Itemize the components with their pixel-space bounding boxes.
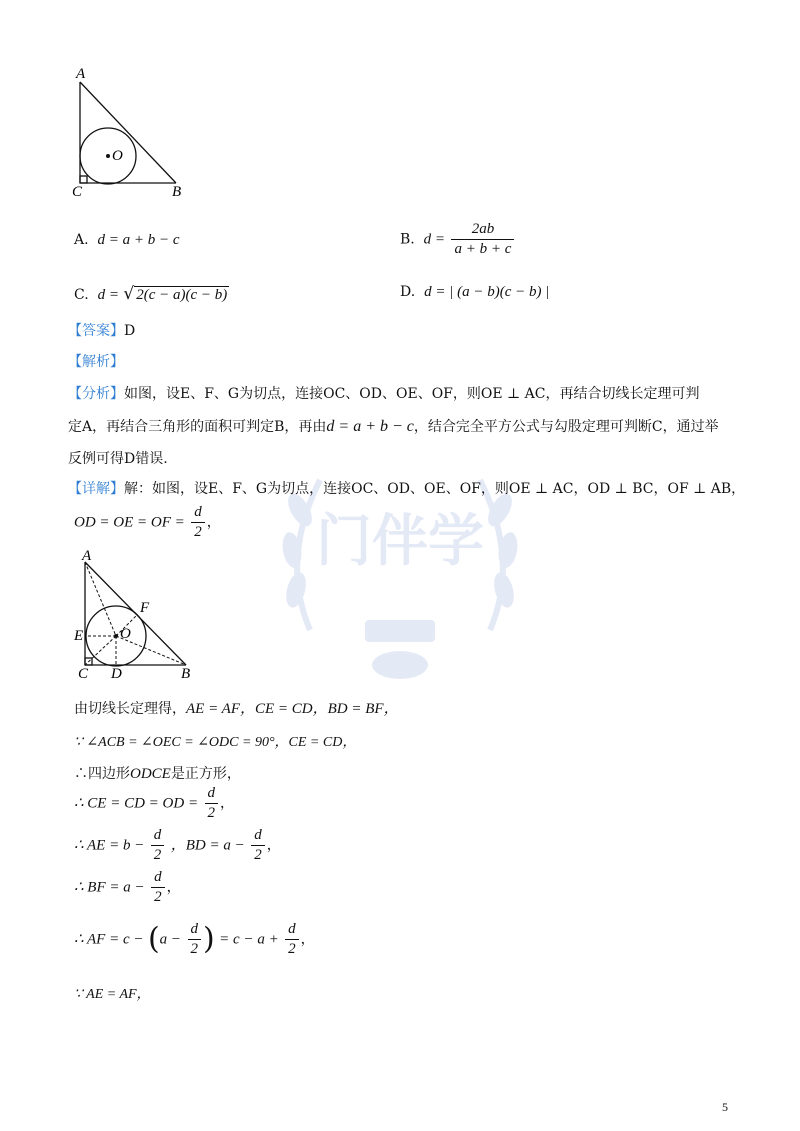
label-D: D [111,666,122,682]
step-5: ∴ AE = b − $\frac{d}{2}$ ，BD = a − $\frac{d}{2}$ ， [74,827,281,863]
label-B: B [172,184,182,200]
label-C: C [72,184,83,200]
option-a: A. d = a + b − c [74,232,180,248]
answer: 【答案】D [68,323,136,339]
analysis-heading: 【解析】 [68,354,124,370]
step-2: ∵ ∠ACB = ∠OEC = ∠ODC = 90°，CE = CD， [74,735,357,750]
option-b: B. d = $\frac{2ab}{a + b + c}$ [400,222,516,257]
svg-text:门伴学: 门伴学 [316,509,484,574]
figure-triangle-incircle [66,68,196,203]
detail-line1: 【详解】解：如图，设E、F、G为切点，连接OC、OD、OE、OF，则OE ⊥ AC，OD ⊥ BC，OF ⊥ AB， [68,481,746,497]
step-8: ∵ AE = AF， [74,987,151,1002]
step-3: ∴四边形ODCE是正方形， [74,766,241,782]
label-B: B [181,666,191,682]
label-C: C [78,666,89,682]
fenxi-line3: 反例可得D错误. [68,451,168,467]
label-E: E [74,628,84,644]
fenxi-line1: 【分析】如图，设E、F、G为切点，连接OC、OD、OE、OF，则OE ⊥ AC，再结合切线长定理可判 [68,386,700,402]
option-c: C. d = √ 2(c − a)(c − b) [74,284,228,304]
fenxi-line2: 定A，再结合三角形的面积可判定B，再由d = a + b − c，结合完全平方公式与勾股定理可判断C，通过举 [68,418,719,435]
label-A: A [76,68,86,82]
step-1: 由切线长定理得，AE = AF，CE = CD，BD = BF， [74,701,399,717]
label-O: O [120,626,131,642]
label-F: F [140,600,150,616]
page-number: 5 [722,1100,728,1114]
label-O: O [112,148,123,164]
step-4: ∴ CE = CD = OD = $\frac{d}{2}$ ， [74,785,235,821]
step-6: ∴ BF = a − $\frac{d}{2}$ ， [74,869,181,905]
option-d: D. d = | (a − b)(c − b) | [400,284,550,300]
watermark-logo [270,430,530,700]
detail-line2: OD = OE = OF = $\frac{d}{2}$ ， [74,504,221,540]
label-A: A [82,550,92,564]
figure-triangle-tangents [70,550,200,685]
step-7: ∴ AF = c − (a − $\frac{d}{2}$ ) = c − a + $\frac{d}{2}$ ， [74,921,315,957]
